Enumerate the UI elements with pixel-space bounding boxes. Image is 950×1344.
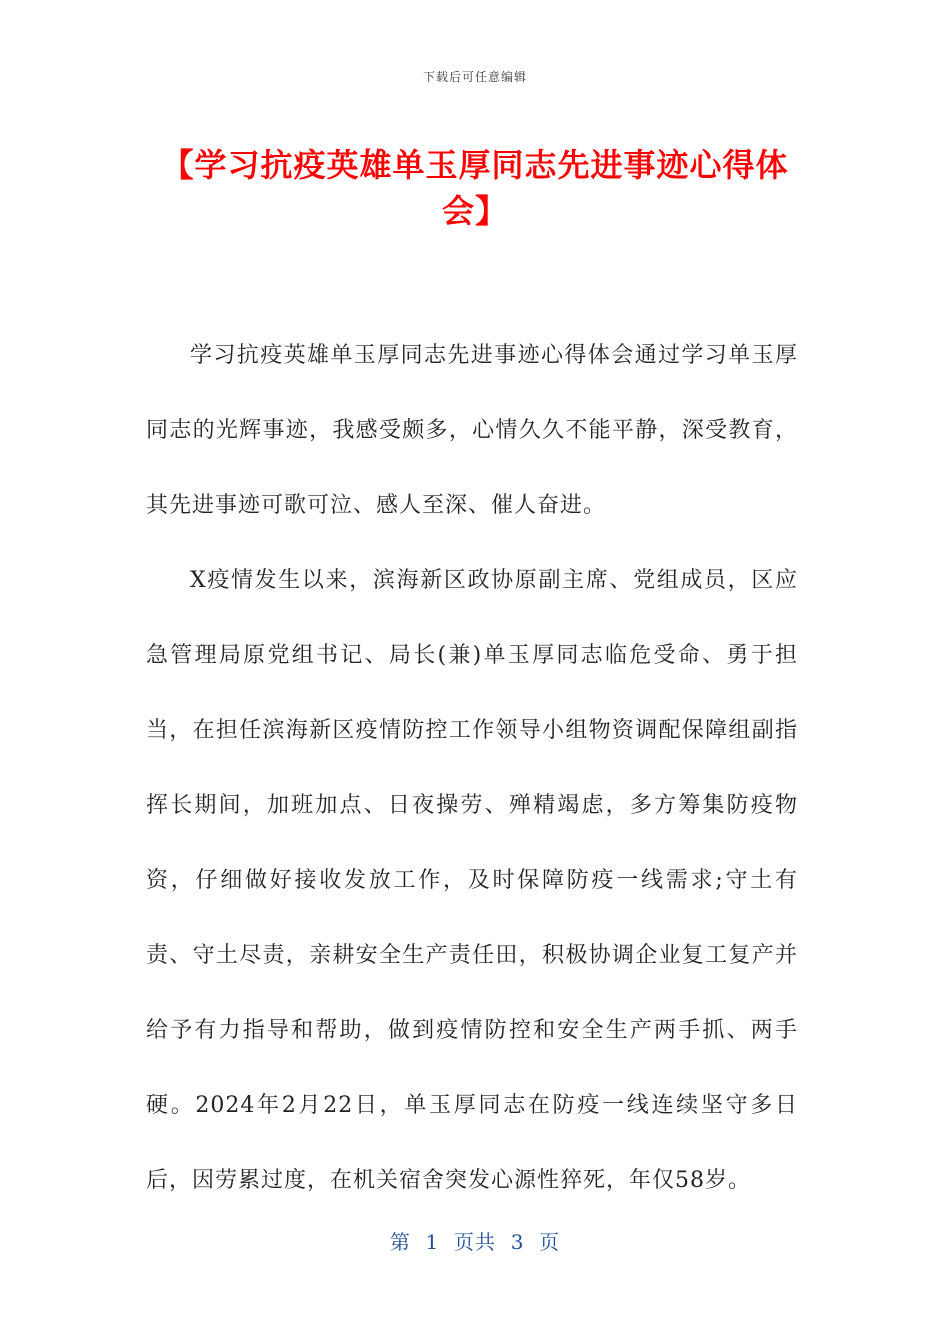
document-title: 【学习抗疫英雄单玉厚同志先进事迹心得体会】 — [161, 146, 789, 230]
paragraph-1: 学习抗疫英雄单玉厚同志先进事迹心得体会通过学习单玉厚同志的光辉事迹，我感受颇多，心情久久不能平静，深受教育，其先进事迹可歌可泣、感人至深、催人奋进。 — [146, 343, 798, 518]
document-body — [146, 318, 798, 1218]
page-number-footer — [0, 1226, 950, 1255]
page-number-label: 第 1 页共 3 页 — [389, 1230, 561, 1254]
header-note: 下载后可任意编辑 — [422, 70, 527, 84]
paragraph-2: X疫情发生以来，滨海新区政协原副主席、党组成员，区应急管理局原党组书记、局长(兼)单玉厚同志临危受命、勇于担当，在担任滨海新区疫情防控工作领导小组物资调配保障组副指挥长期间，加班加点、日夜操劳、殚精竭虑，多方筹集防疫物资，仔细做好接收发放工作，及时保障防疫一线需求;守土有责、守土尽责，亲耕安全生产责任田，积极协调企业复工复产并给予有力指导和帮助，做到疫情防控和安全生产两手抓、两手硬。2024年2月22日，单玉厚同志在防疫一线连续坚守多日后，因劳累过度，在机关宿舍突发心源性猝死，年仅58岁。 — [146, 568, 798, 1193]
